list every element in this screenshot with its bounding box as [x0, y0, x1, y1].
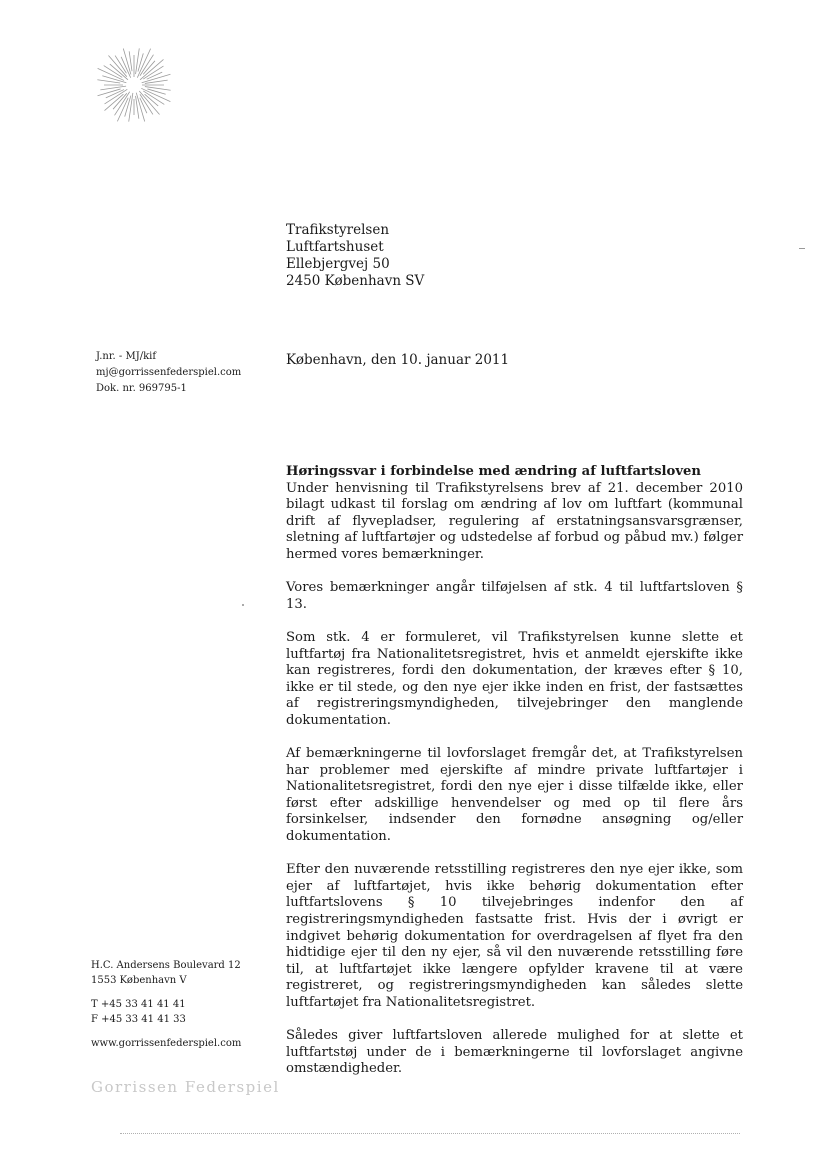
recipient-line: Trafikstyrelsen [286, 222, 390, 238]
subject-heading: Høringssvar i forbindelse med ændring af luftfartsloven [286, 464, 701, 479]
recipient-address [286, 222, 424, 290]
body-paragraph: Således giver luftfartsloven allerede mulighed for at slette et luftfartstøj under de i bemærkningerne til lovforslaget angivne omstændigheder. [286, 1028, 743, 1077]
scan-speck [242, 604, 244, 606]
sender-footer [91, 958, 241, 1051]
footer-phone: T +45 33 41 41 41 [91, 999, 186, 1010]
sender-email: mj@gorrissenfederspiel.com [96, 367, 242, 378]
body-paragraph: Som stk. 4 er formuleret, vil Trafikstyrelsen kunne slette et luftfartøj fra Nationalitetsregistret, hvis et anmeldt ejerskifte ikke kan registreres, fordi den dokumentation, der kræves efter § 10, ikke er til stede, og den nye ejer ikke inden en frist, der fastsættes af registreringsmyndigheden, tilvejebringer den manglende dokumentation. [286, 629, 743, 728]
body-paragraph: Efter den nuværende retsstilling registreres den nye ejer ikke, som ejer af luftfartøjet, hvis ikke behørig dokumentation efter luftfartslovens § 10 tilvejebringes indenfor den af registreringsmyndigheden fastsatte frist. Hvis der i øvrigt er indgivet behørig dokumentation for overdragelsen af flyet fra den hidtidige ejer til den ny ejer, så vil den nuværende retsstilling føre til, at luftfartøjet ikke længere opfylder kravene til at være registreret, og registreringsmyndigheden kan således slette luftfartøjet fra Nationalitetsregistret. [286, 862, 743, 1010]
fold-mark [799, 248, 805, 249]
brand-wordmark: Gorrissen Federspiel [91, 1078, 280, 1096]
footer-spacer [91, 988, 241, 997]
body-paragraph: Under henvisning til Trafikstyrelsens brev af 21. december 2010 bilagt udkast til forslag om ændring af lov om luftfart (kommunal drift af flyvepladser, regulering af erstatningsansvarsgrænser, sletning af luftfartøjer og udstedelse af forbud og påbud mv.) følger hermed vores bemærkninger. [286, 480, 743, 562]
footer-city: 1553 København V [91, 975, 187, 986]
document-number: Dok. nr. 969795-1 [96, 383, 187, 394]
scan-artifact-line [120, 1133, 740, 1135]
recipient-line: 2450 København SV [286, 273, 425, 289]
sunburst-ray [129, 51, 132, 71]
letter-date: København, den 10. januar 2011 [286, 352, 510, 368]
sunburst-ray [138, 53, 143, 71]
sunburst-ray [147, 89, 165, 94]
footer-fax: F +45 33 41 41 33 [91, 1014, 186, 1025]
sunburst-ray [100, 86, 126, 90]
recipient-line: Luftfartshuset [286, 239, 384, 255]
letter-body [286, 464, 743, 1095]
footer-website: www.gorrissenfederspiel.com [91, 1038, 242, 1049]
footer-street: H.C. Andersens Boulevard 12 [91, 960, 241, 971]
body-paragraph: Af bemærkningerne til lovforslaget fremgår det, at Trafikstyrelsen har problemer med ejerskifte af mindre private luftfartøjer i Nationalitetsregistret, fordi den nye ejer i disse tilfælde ikke, eller først efter adskillige henvendelser og med op til flere års forsinkelser, indsender den fornødne ansøgning og/eller dokumentation. [286, 746, 743, 845]
body-paragraph: Vores bemærkninger angår tilføjelsen af stk. 4 til luftfartsloven § 13. [286, 580, 743, 612]
sunburst-ray [102, 76, 126, 83]
journal-number: J.nr. - MJ/kif [96, 351, 157, 362]
reference-block [96, 349, 241, 397]
recipient-line: Ellebjergvej 50 [286, 256, 390, 272]
footer-spacer [91, 1027, 241, 1036]
sunburst-logo-icon [84, 42, 184, 128]
sunburst-ray [108, 56, 126, 77]
